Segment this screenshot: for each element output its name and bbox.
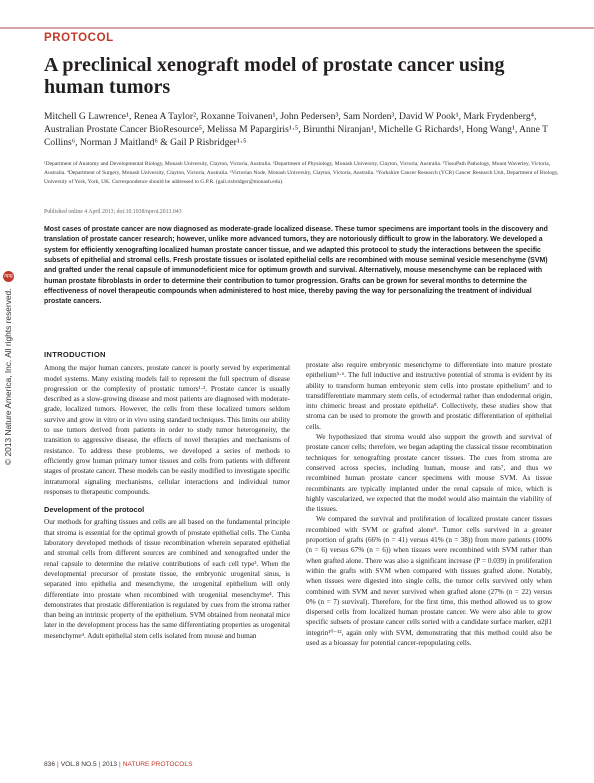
article-title: A preclinical xenograft model of prostate cancer using human tumors <box>44 54 505 98</box>
section-heading-introduction: INTRODUCTION <box>44 350 106 359</box>
journal-name: NATURE PROTOCOLS <box>122 761 193 768</box>
year: 2013 <box>102 761 118 768</box>
subsection-heading-development: Development of the protocol <box>44 505 145 515</box>
paragraph: Among the major human cancers, prostate cancer is poorly served by experimental model systems. Many existing models fail to represent the full spectrum of disease progression or the complexity of prostatic tumors¹·². Prostate cancer is usually described as a slow-growing disease and most patients are diagnosed with moderate-grade, localized tumors. However, the cells from these localized tumors seldom survive and grow in vitro or in vivo using standard techniques. This limits our ability to use tumors derived from patients in order to study tumor heterogeneity, the transition to aggressive disease, the effects of novel therapies and mechanisms of resistance. To address these problems, we developed a series of methods to efficiently grow human primary tumor tissues and cells from patients with different stages of prostate cancer. These models can be easily modified to investigate specific intratumoral signaling mechanisms, cellular interactions and individual tumor responses to therapeutic compounds. <box>44 364 290 496</box>
paragraph: Our methods for grafting tissues and cells are all based on the fundamental principle that stroma is essential for the optimal growth of prostate epithelial cells. The Cunha laboratory developed methods of tissue recombination wherein separated epithelial and stromal cells from different sources are combined and xenografted under the renal capsule to determine the relative contributions of each cell type³. When the developmental precursor of prostate tissue, the embryonic urogenital sinus, is separated into epithelia and mesenchyme, the urogenital epithelium will only differentiate into prostate when recombined with urogenital mesenchyme⁴. This demonstrates that prostatic differentiation is regulated by cues from the stroma rather than being an intrinsic property of the epithelium. SVM obtained from neonatal mice later in the development process has the same differentiating properties as urogenital mesenchyme⁴. Adult epithelial stem cells isolated from mouse and human <box>44 518 290 640</box>
paragraph: We compared the survival and proliferation of localized prostate cancer tissues recombined with SVM or grafted alone⁹. Tumor cells survived in a greater proportion of grafts (66% (n = 41) versus 41% (n = 38)) from more patients (100% (n = 6) versus 67% (n = 6)) when tissues were recombined with SVM rather than when grafted alone. There was also a significant increase (P = 0.039) in proliferation within the grafts with SVM when compared with tissues grafted alone. Notably, when tissues were digested into single cells, the tumor cells survived only when combined with SVM and never survived when grafted alone (27% (n = 22) versus 0% (n = 7) survival). Therefore, for the first time, this method allowed us to grow dispersed cells from localized human prostate cancer. We were also able to grow specific subsets of prostate cancer cells sorted with a candidate surface marker, α2β1 integrin¹⁰⁻¹², again only with SVM, demonstrating that this method could also be used as a bioassay for potential cancer-repopulating cells. <box>306 515 552 648</box>
header-rule <box>0 27 594 29</box>
paragraph: prostate also require embryonic mesenchyme to differentiate into mature prostate epithelium⁵·⁶. The full inductive and instructive potential of stroma is evident by its ability to transform human embryonic stem cells into prostate epithelium⁷ and to transdifferentiate mammary stem cells, of ectodermal rather than endodermal origin, into chimeric breast and prostate epithelia⁸. Collectively, these studies show that stroma can be used to promote the growth and prostatic differentiation of epithelial cells. <box>306 361 552 431</box>
volume-issue: VOL.8 NO.5 <box>60 761 97 768</box>
copyright-text: © 2013 Nature America, Inc. All rights reserved. <box>3 288 13 465</box>
publication-info: Published online 4 April 2013; doi:10.1038/nprot.2013.043 <box>44 209 182 215</box>
paragraph: We hypothesized that stroma would also support the growth and survival of prostate cancer cells; therefore, we began adapting the classical tissue recombination techniques for xenografting prostate cancer tissues. The cues from stroma are conserved across species, including human, mouse and rats⁷, and thus we recombined human prostate cancer specimens with mouse SVM. As tissue recombinants are typically implanted under the renal capsule of mice, which is highly vascularized, we expected that the model would also maintain the viability of the tissues. <box>306 433 552 514</box>
affiliations: ¹Department of Anatomy and Developmental Biology, Monash University, Clayton, Victoria, Australia. ²Department of Physiology, Monash University, Clayton, Victoria, Australia. ³TissuPath Pathology, Mount Waverley, Victoria, Australia. ⁴Department of Surgery, Monash University, Clayton, Victoria, Australia. ⁵Victorian Node, Monash University, Clayton, Victoria, Australia. ⁶Yorkshire Cancer Research (YCR) Cancer Research Unit, Department of Biology, University of York, York, UK. Correspondence should be addressed to G.P.R. (gail.risbridger@monash.edu). <box>44 161 559 186</box>
article-type-label: PROTOCOL <box>44 32 114 44</box>
body-column-right <box>306 360 552 648</box>
page-footer: 836 | VOL.8 NO.5 | 2013 | NATURE PROTOCOLS <box>44 761 193 768</box>
page-number: 836 <box>44 761 56 768</box>
npg-logo-icon: npg <box>3 271 14 282</box>
body-column-left <box>44 350 290 641</box>
author-list: Mitchell G Lawrence¹, Renea A Taylor², Roxanne Toivanen¹, John Pedersen³, Sam Norden³, David W Pook¹, Mark Frydenberg⁴, Australian Prostate Cancer BioResource⁵, Melissa M Papargiris¹·⁵, Birunthi Niranjan¹, Michelle G Richards¹, Hong Wang¹, Anne T Collins⁶, Norman J Maitland⁶ & Gail P Risbridger¹·⁵ <box>44 111 548 148</box>
abstract: Most cases of prostate cancer are now diagnosed as moderate-grade localized disease. These tumor specimens are important tools in the discovery and translation of prostate cancer research; however, unlike more advanced tumors, they are notoriously difficult to grow in the laboratory. We developed a system for efficiently xenografting localized human prostate cancer tissue, and we adapted this protocol to study the interactions between the specific subsets of epithelial and stromal cells. Fresh prostate tissues or isolated epithelial cells are recombined with mouse seminal vesicle mesenchyme (SVM) and grafted under the renal capsule of immunodeficient mice for optimum growth and survival. Alternatively, mouse mesenchyme can be replaced with human prostate fibroblasts in order to determine their contribution to tumor progression. Grafts can be grown for several months to determine the effectiveness of novel therapeutic compounds when administered to host mice, thereby paving the way for personalizing the treatment of individual prostate cancers. <box>44 226 548 306</box>
copyright-sidebar <box>3 125 17 465</box>
